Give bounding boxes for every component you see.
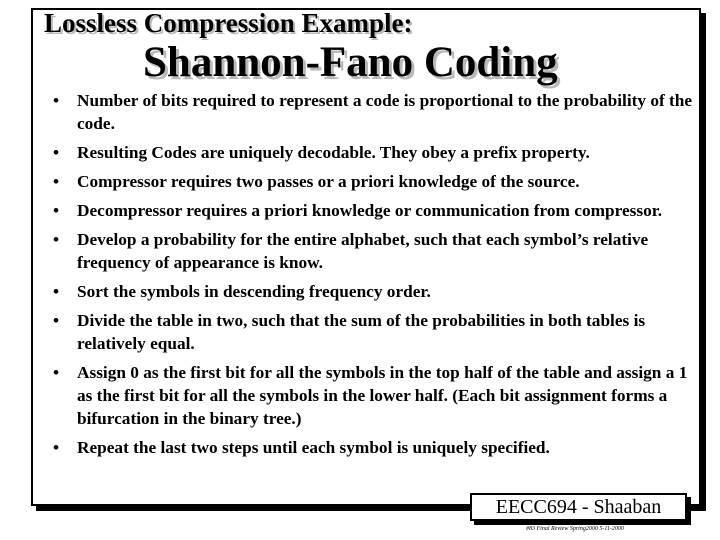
bullet-text: Repeat the last two steps until each symbol is uniquely specified. [77,438,550,457]
footer-label: EECC694 - Shaaban [470,493,687,521]
bullet-text: Sort the symbols in descending frequency order. [77,282,431,301]
bullet-item [53,309,693,355]
bullet-item [53,280,693,303]
bullet-icon: • [53,363,60,382]
slide-title: Shannon-Fano Coding [143,39,558,86]
bullet-list [53,89,693,465]
slide-subtitle: Lossless Compression Example: [44,8,413,38]
bullet-item [53,89,693,135]
footer-note: #83 Final Review Spring2000 5-11-2000 [526,526,624,532]
bullet-text: Develop a probability for the entire alphabet, such that each symbol’s relative frequency of appearance is know. [77,230,649,272]
bullet-item [53,361,693,430]
bullet-text: Compressor requires two passes or a priori knowledge of the source. [77,172,580,191]
bullet-icon: • [53,282,60,301]
bullet-icon: • [53,143,60,162]
bullet-icon: • [53,438,60,457]
bullet-item [53,436,693,459]
bullet-item [53,141,693,164]
bullet-text: Number of bits required to represent a code is proportional to the probability of the code. [77,91,693,133]
bullet-item [53,228,693,274]
bullet-icon: • [53,230,60,249]
bullet-icon: • [53,172,60,191]
bullet-icon: • [53,91,60,110]
bullet-text: Decompressor requires a priori knowledge or communication from compressor. [77,201,663,220]
bullet-item [53,199,693,222]
bullet-text: Resulting Codes are uniquely decodable. They obey a prefix property. [77,143,590,162]
bullet-icon: • [53,311,60,330]
bullet-icon: • [53,201,60,220]
bullet-text: Assign 0 as the first bit for all the symbols in the top half of the table and assign a 1 as the first bit for all the symbols in the lower half. (Each bit assignment forms a bifurcation in the binary tree.) [77,363,688,428]
bullet-text: Divide the table in two, such that the sum of the probabilities in both tables is relatively equal. [77,311,646,353]
bullet-item [53,170,693,193]
